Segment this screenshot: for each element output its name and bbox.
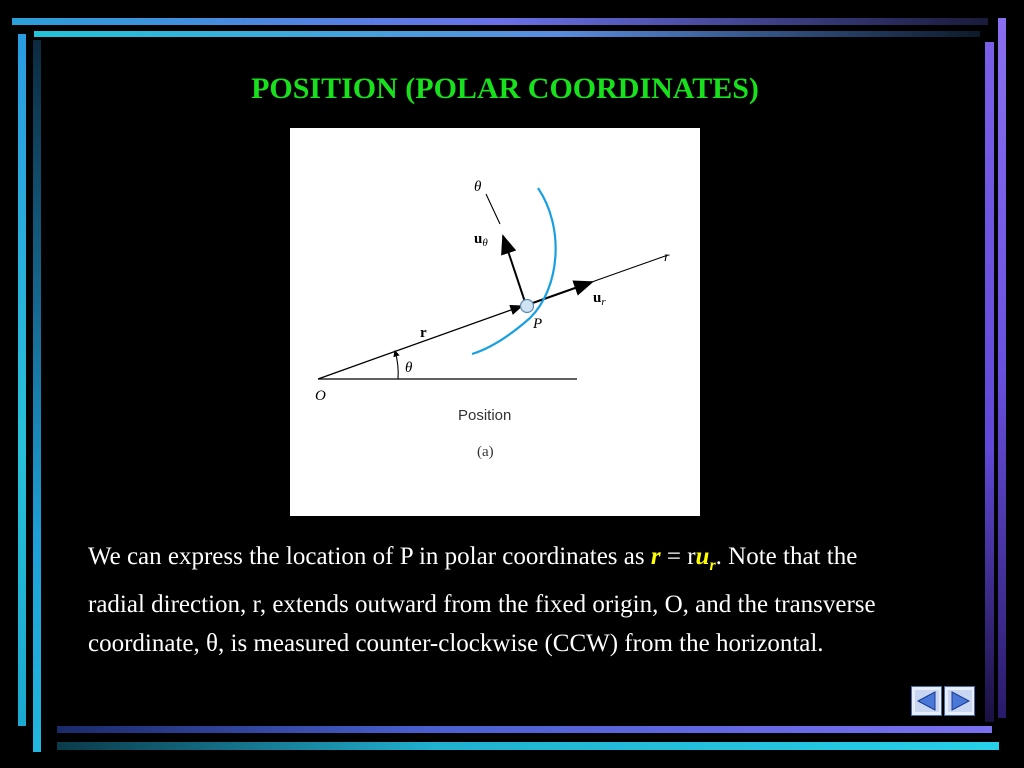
frame-top-inner-bar xyxy=(34,31,980,37)
slide-navigation xyxy=(911,686,977,718)
r-vector xyxy=(318,306,522,379)
next-slide-button[interactable] xyxy=(944,686,975,716)
u-r-vector xyxy=(527,282,592,305)
theta-angle-label: θ xyxy=(405,360,413,376)
equals-text: = r xyxy=(660,543,696,570)
frame-right-bar xyxy=(998,18,1006,718)
frame-bottom-bar xyxy=(57,742,999,750)
triangle-right-icon xyxy=(948,690,972,712)
u-theta-label: $u_\theta$ xyxy=(474,231,488,249)
theta-axis-label: θ xyxy=(474,179,482,195)
previous-slide-button[interactable] xyxy=(911,686,942,716)
frame-top-bar xyxy=(12,18,988,25)
body-text-part-1: We can express the location of P in polar coordinates as xyxy=(88,543,651,570)
figure-subcaption: (a) xyxy=(477,444,494,460)
u-r-label: $u_r$ xyxy=(593,290,606,308)
triangle-left-icon xyxy=(915,690,939,712)
theta-axis-line xyxy=(486,194,500,224)
frame-left-bar xyxy=(18,34,26,726)
figure-svg xyxy=(290,128,700,516)
origin-label: O xyxy=(315,388,326,404)
point-p xyxy=(521,300,534,313)
theta-symbol: θ xyxy=(206,630,218,657)
frame-bottom-inner-bar xyxy=(57,726,992,733)
slide-body-text xyxy=(88,537,918,663)
r-vector-symbol: r xyxy=(650,543,661,570)
slide-title: POSITION (POLAR COORDINATES) xyxy=(251,72,759,105)
r-vector-label: r xyxy=(420,325,427,341)
u-vector-symbol: u xyxy=(695,543,710,570)
period-text: . xyxy=(715,543,722,570)
figure-caption: Position xyxy=(458,407,512,424)
point-p-label: P xyxy=(533,316,543,332)
theta-angle-arc xyxy=(395,351,398,379)
frame-left-inner-bar xyxy=(33,40,41,752)
frame-right-inner-bar xyxy=(985,42,994,722)
body-text-part-2: Note that the radial direction, r, extends outward from the fixed origin, O, and the transverse coordinate, xyxy=(88,543,876,657)
r-axis-label: r xyxy=(664,250,670,265)
u-theta-vector xyxy=(503,236,526,305)
u-vector-subscript: r xyxy=(709,557,716,574)
body-text-part-3: , is measured counter-clockwise (CCW) from the horizontal. xyxy=(218,630,824,657)
polar-coordinates-figure xyxy=(290,128,700,516)
